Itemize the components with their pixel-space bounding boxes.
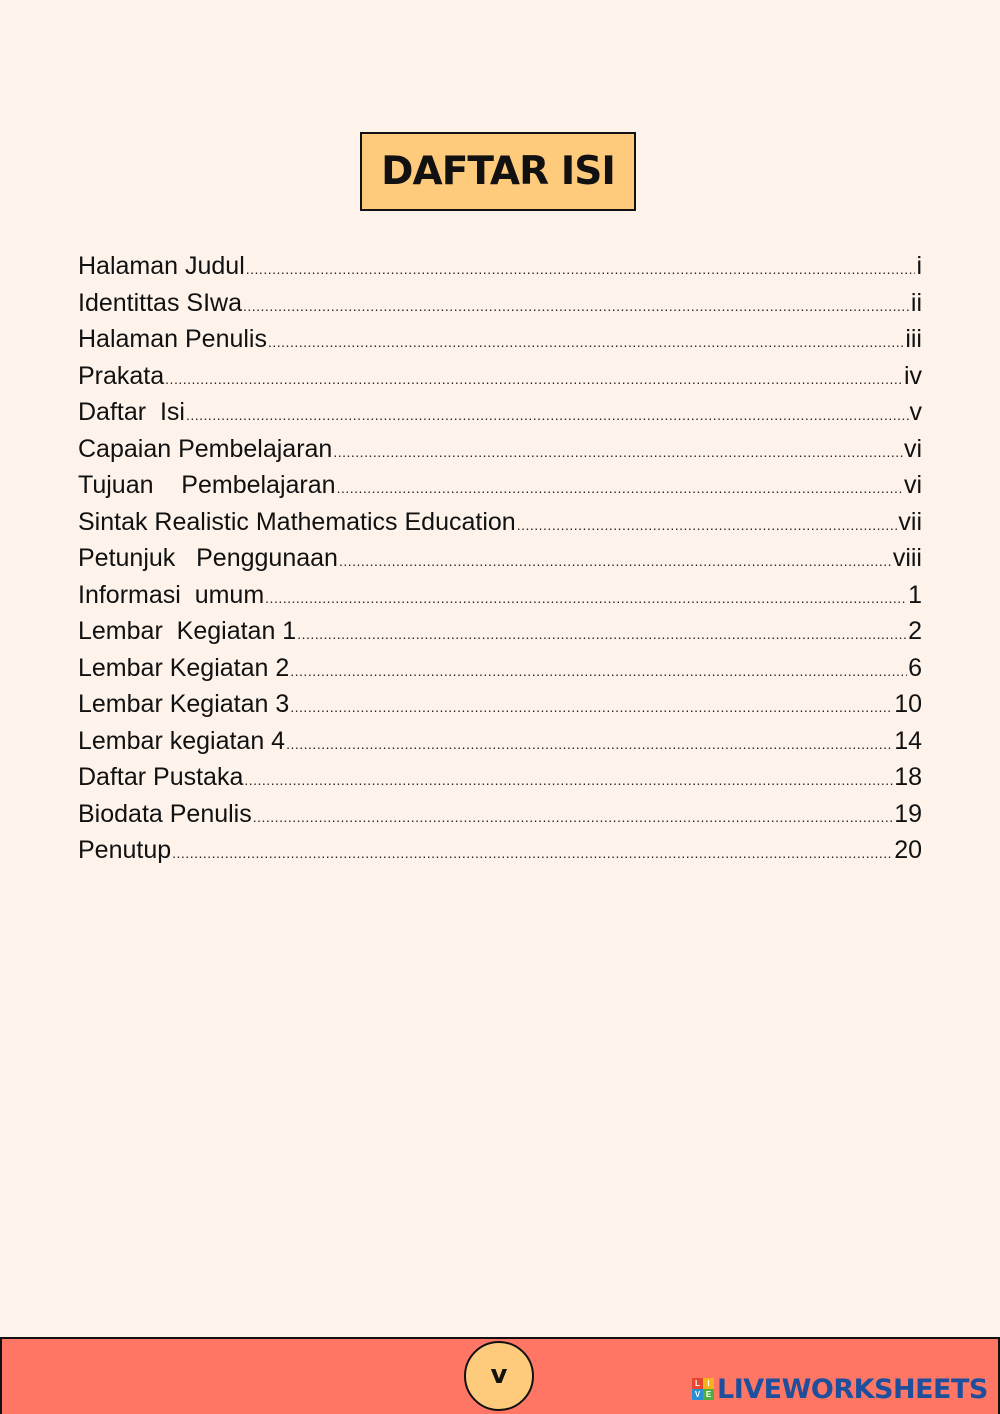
toc-entry-label: Prakata: [78, 361, 165, 390]
page-number: v: [490, 1360, 508, 1390]
toc-entry-page: vii: [898, 507, 922, 536]
toc-dot-leader: [244, 762, 893, 796]
toc-entry-page: 2: [908, 617, 922, 645]
table-of-contents: [78, 248, 922, 869]
title-box: [360, 132, 636, 211]
toc-entry: [78, 394, 922, 431]
page-number-badge: [464, 1341, 534, 1411]
toc-entry-label: Lembar Kegiatan 3: [78, 690, 290, 718]
toc-dot-leader: [246, 251, 916, 285]
brand-name: LIVEWORKSHEETS: [717, 1373, 988, 1405]
toc-entry-page: ii: [910, 288, 922, 317]
toc-entry-label: Capaian Pembelajaran: [78, 434, 333, 463]
toc-entry-label: Sintak Realistic Mathematics Education: [78, 507, 516, 536]
toc-entry-label: Tujuan Pembelajaran: [78, 471, 336, 499]
toc-dot-leader: [290, 689, 893, 723]
toc-entry: [78, 504, 922, 541]
toc-dot-leader: [290, 653, 907, 687]
toc-entry-label: Halaman Judul: [78, 252, 245, 280]
toc-dot-leader: [265, 580, 907, 614]
toc-entry-page: 19: [894, 799, 922, 828]
toc-dot-leader: [286, 726, 893, 760]
toc-entry-page: i: [916, 252, 922, 280]
toc-entry-label: Petunjuk Penggunaan: [78, 544, 338, 572]
toc-entry-label: Halaman Penulis: [78, 325, 267, 353]
toc-entry-label: Lembar Kegiatan 1: [78, 617, 297, 645]
toc-entry: [78, 321, 922, 358]
toc-entry-page: 20: [894, 836, 922, 864]
toc-dot-leader: [243, 288, 910, 322]
liveworksheets-logo-icon: L I V E: [692, 1378, 714, 1400]
toc-entry-label: Biodata Penulis: [78, 799, 252, 828]
toc-dot-leader: [337, 470, 903, 504]
toc-entry-label: Penutup: [78, 836, 172, 864]
toc-dot-leader: [333, 434, 903, 468]
toc-entry-page: 1: [908, 580, 922, 609]
toc-entry: [78, 431, 922, 468]
toc-entry-label: Daftar Pustaka: [78, 763, 244, 791]
toc-entry-page: iii: [905, 325, 922, 353]
toc-entry-label: Lembar Kegiatan 2: [78, 653, 290, 682]
toc-entry-page: v: [909, 398, 922, 426]
toc-entry: [78, 613, 922, 650]
toc-entry-label: Daftar Isi: [78, 398, 185, 426]
brand-logo[interactable]: [692, 1374, 988, 1404]
toc-entry: [78, 577, 922, 614]
toc-entry: [78, 686, 922, 723]
toc-dot-leader: [517, 507, 898, 541]
toc-entry-page: 14: [894, 726, 922, 755]
toc-entry-page: vi: [903, 434, 922, 463]
toc-entry: [78, 540, 922, 577]
toc-entry-label: Informasi umum: [78, 580, 265, 609]
toc-dot-leader: [268, 324, 904, 358]
toc-dot-leader: [297, 616, 907, 650]
toc-entry: [78, 832, 922, 869]
toc-entry: [78, 285, 922, 322]
toc-entry-page: iv: [903, 361, 922, 390]
toc-dot-leader: [165, 361, 903, 395]
toc-entry: [78, 796, 922, 833]
toc-entry-label: Lembar kegiatan 4: [78, 726, 286, 755]
toc-entry-label: Identittas SIwa: [78, 288, 242, 317]
toc-dot-leader: [172, 835, 893, 869]
toc-dot-leader: [339, 543, 892, 577]
toc-entry: [78, 467, 922, 504]
toc-entry: [78, 650, 922, 687]
toc-entry: [78, 723, 922, 760]
toc-dot-leader: [186, 397, 909, 431]
toc-entry-page: 18: [894, 763, 922, 791]
toc-entry: [78, 358, 922, 395]
toc-entry-page: vi: [903, 471, 922, 499]
toc-entry-page: 6: [908, 653, 922, 682]
toc-dot-leader: [253, 799, 893, 833]
page-title: DAFTAR ISI: [381, 149, 615, 194]
toc-entry-page: viii: [892, 544, 922, 572]
toc-entry-page: 10: [894, 690, 922, 718]
toc-entry: [78, 248, 922, 285]
toc-entry: [78, 759, 922, 796]
